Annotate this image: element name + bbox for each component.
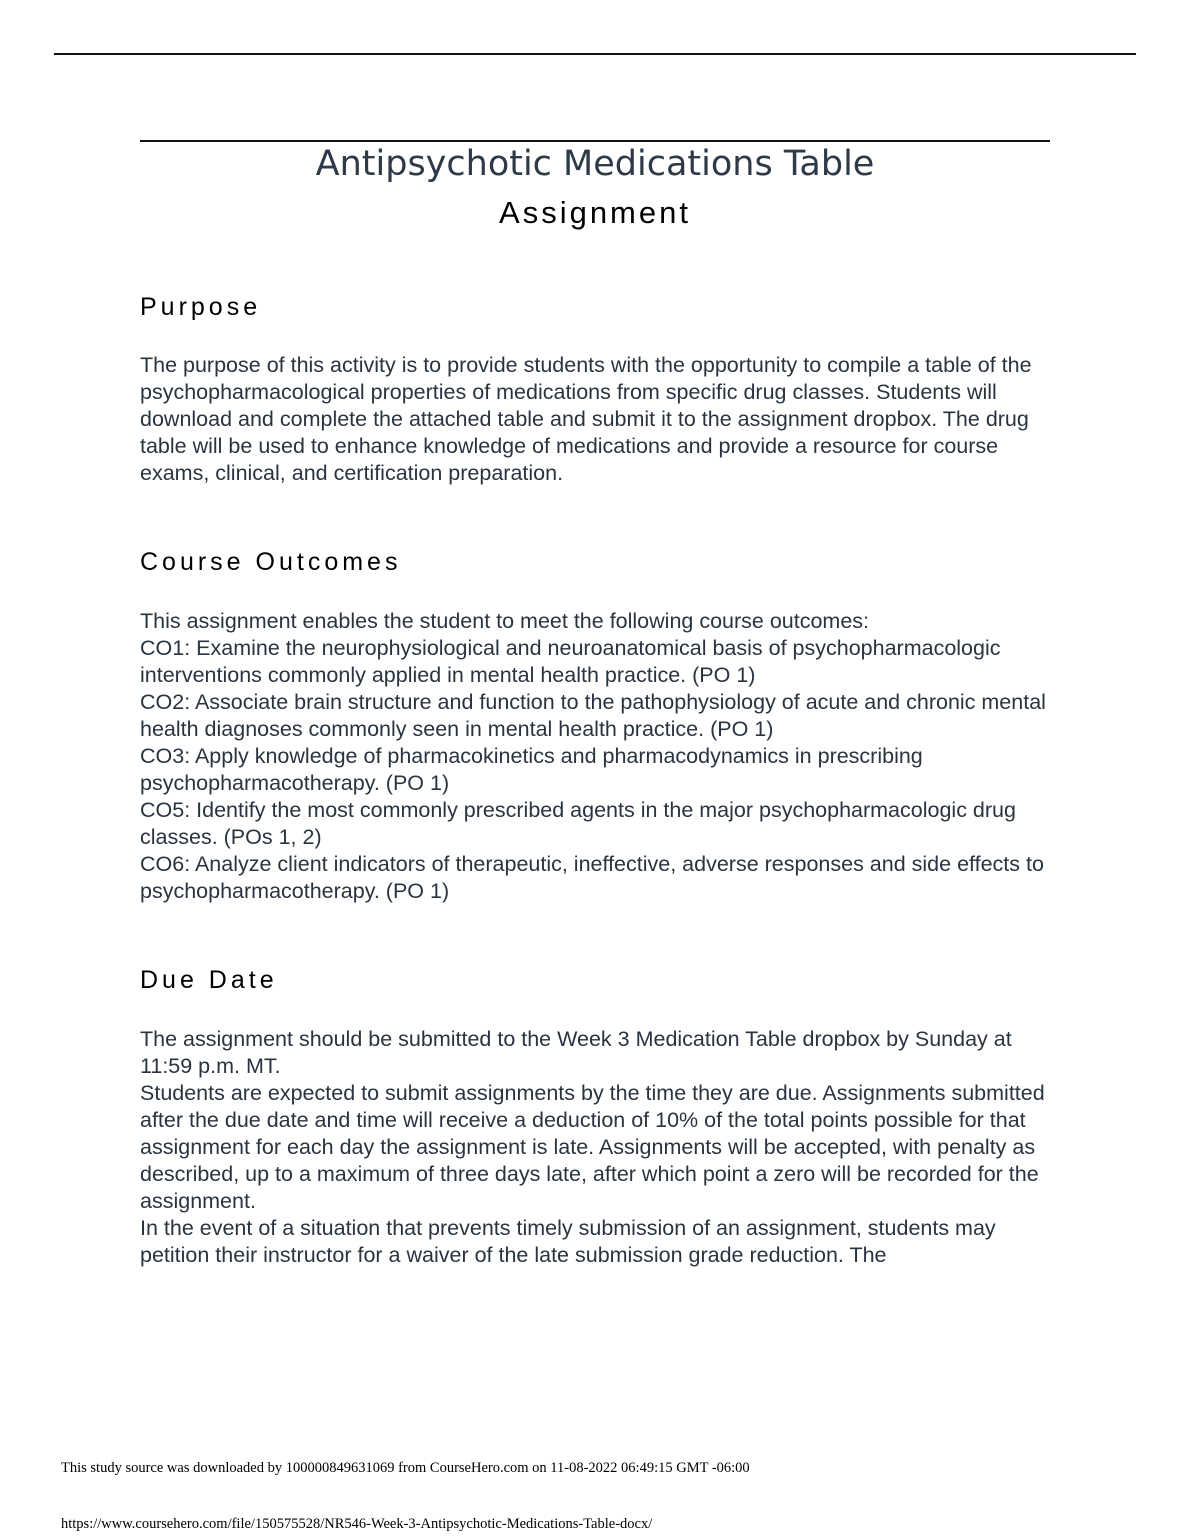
course-outcomes-intro: This assignment enables the student to meet the following course outcomes:: [140, 609, 870, 633]
due-date-heading: Due Date: [140, 966, 278, 994]
download-source-note: This study source was downloaded by 100000849631069 from CourseHero.com on 11-08-2022 06:49:15 GMT -06:00: [61, 1460, 750, 1476]
course-outcome-item: CO1: Examine the neurophysiological and neuroanatomical basis of psychopharmacologic interventions commonly applied in mental health practice. (PO 1): [140, 636, 1001, 687]
course-outcome-item: CO6: Analyze client indicators of therapeutic, ineffective, adverse responses and side effects to psychopharmacotherapy. (PO 1): [140, 852, 1044, 903]
document-title: Antipsychotic Medications Table: [315, 144, 875, 184]
course-outcome-item: CO2: Associate brain structure and function to the pathophysiology of acute and chronic mental health diagnoses commonly seen in mental health practice. (PO 1): [140, 690, 1046, 741]
purpose-paragraph: The purpose of this activity is to provide students with the opportunity to compile a table of the psychopharmacological properties of medications from specific drug classes. Students will download and complete the attached table and submit it to the assignment dropbox. The drug table will be used to enhance knowledge of medications and provide a resource for course exams, clinical, and certification preparation.: [140, 353, 1032, 485]
purpose-heading: Purpose: [140, 293, 262, 321]
late-policy-paragraph: Students are expected to submit assignments by the time they are due. Assignments submitted after the due date and time will receive a deduction of 10% of the total points possible for that assignment for each day the assignment is late. Assignments will be accepted, with penalty as described, up to a maximum of three days late, after which point a zero will be recorded for the assignment.: [140, 1081, 1045, 1213]
document-body: [140, 140, 1050, 1269]
course-outcome-item: CO5: Identify the most commonly prescribed agents in the major psychopharmacologic drug classes. (POs 1, 2): [140, 798, 1016, 849]
course-outcomes-heading: Course Outcomes: [140, 548, 402, 576]
due-date-paragraph: The assignment should be submitted to the Week 3 Medication Table dropbox by Sunday at 11:59 p.m. MT.: [140, 1027, 1012, 1078]
title-rule: [140, 140, 1050, 142]
page-top-rule: [54, 53, 1136, 55]
source-url-link[interactable]: https://www.coursehero.com/file/150575528/NR546-Week-3-Antipsychotic-Medications-Table-docx/: [61, 1516, 653, 1532]
waiver-paragraph: In the event of a situation that prevents timely submission of an assignment, students may petition their instructor for a waiver of the late submission grade reduction. The: [140, 1216, 996, 1267]
course-outcome-item: CO3: Apply knowledge of pharmacokinetics and pharmacodynamics in prescribing psychopharmacotherapy. (PO 1): [140, 744, 923, 795]
document-subtitle: Assignment: [499, 195, 691, 230]
